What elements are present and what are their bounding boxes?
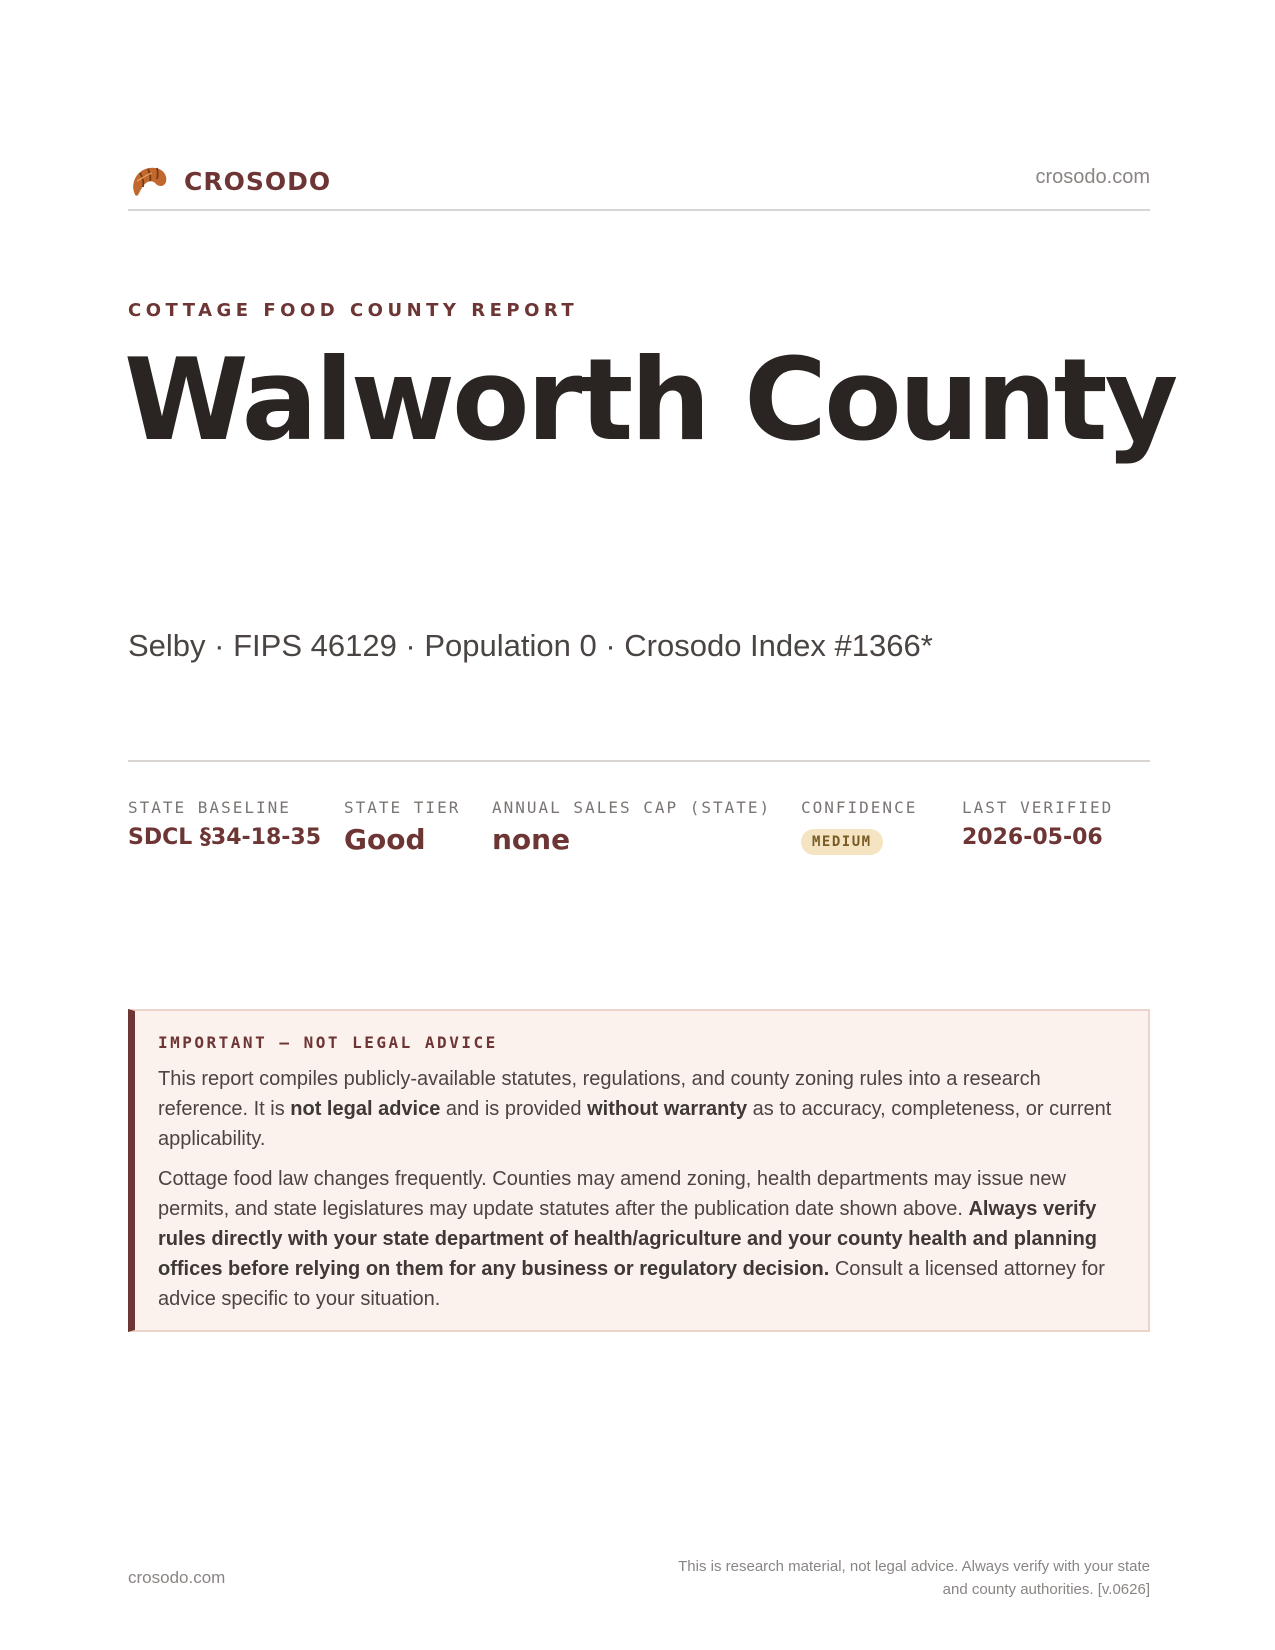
notice-emphasis: not legal advice: [290, 1098, 441, 1120]
brand-name: CROSODO: [184, 166, 332, 196]
page-header: [128, 155, 1150, 211]
confidence-badge: MEDIUM: [801, 829, 883, 855]
stat-label: STATE TIER: [344, 798, 461, 817]
footer-disclaimer-line: and county authorities. [v.0626]: [942, 1581, 1150, 1598]
stat-annual-sales-cap: [492, 798, 771, 856]
stat-value: SDCL §34-18-35: [128, 825, 322, 850]
county-subtitle: Selby · FIPS 46129 · Population 0 · Crosodo Index #1366*: [128, 628, 933, 663]
stat-label: LAST VERIFIED: [962, 798, 1114, 817]
stat-state-tier: [344, 798, 460, 856]
stat-label: STATE BASELINE: [128, 798, 291, 817]
brand[interactable]: [128, 161, 331, 201]
notice-emphasis: without warranty: [587, 1098, 748, 1120]
stat-label: CONFIDENCE: [801, 798, 918, 817]
report-kicker: COTTAGE FOOD COUNTY REPORT: [128, 300, 579, 321]
page-title: Walworth County: [124, 334, 1176, 466]
legal-notice: [128, 1009, 1150, 1332]
section-divider: [128, 760, 1150, 762]
stat-state-baseline: [128, 798, 321, 850]
croissant-icon: [128, 161, 170, 201]
stat-confidence: [801, 798, 917, 855]
stat-value: none: [492, 823, 571, 856]
notice-paragraph: Cottage food law changes frequently. Counties may amend zoning, health departments may issue new permits, and state legislatures may update statutes after the publication date shown above. Always verify rules directly with your state department of health/agriculture and your county health and planning offices before relying on them for any business or regulatory decision. Consult a licensed attorney for advice specific to your situation.: [158, 1168, 1105, 1310]
stat-value: Good: [344, 823, 426, 856]
stat-value: 2026-05-06: [962, 825, 1103, 850]
notice-title: IMPORTANT — NOT LEGAL ADVICE: [158, 1033, 498, 1052]
stat-label: ANNUAL SALES CAP (STATE): [492, 798, 772, 817]
stat-last-verified: [962, 798, 1113, 850]
footer-site-link[interactable]: crosodo.com: [128, 1568, 226, 1587]
footer-disclaimer-line: This is research material, not legal advice. Always verify with your state: [678, 1558, 1150, 1575]
footer-disclaimer: [630, 1555, 1150, 1601]
notice-paragraph: This report compiles publicly-available statutes, regulations, and county zoning rules into a research reference. It is not legal advice and is provided without warranty as to accuracy, completeness, or current applicability.: [158, 1068, 1112, 1150]
notice-emphasis: Always verify rules directly with your state department of health/agriculture and your county health and planning offices before relying on them for any business or regulatory decision.: [158, 1198, 1098, 1280]
header-site-link[interactable]: crosodo.com: [1035, 166, 1150, 188]
